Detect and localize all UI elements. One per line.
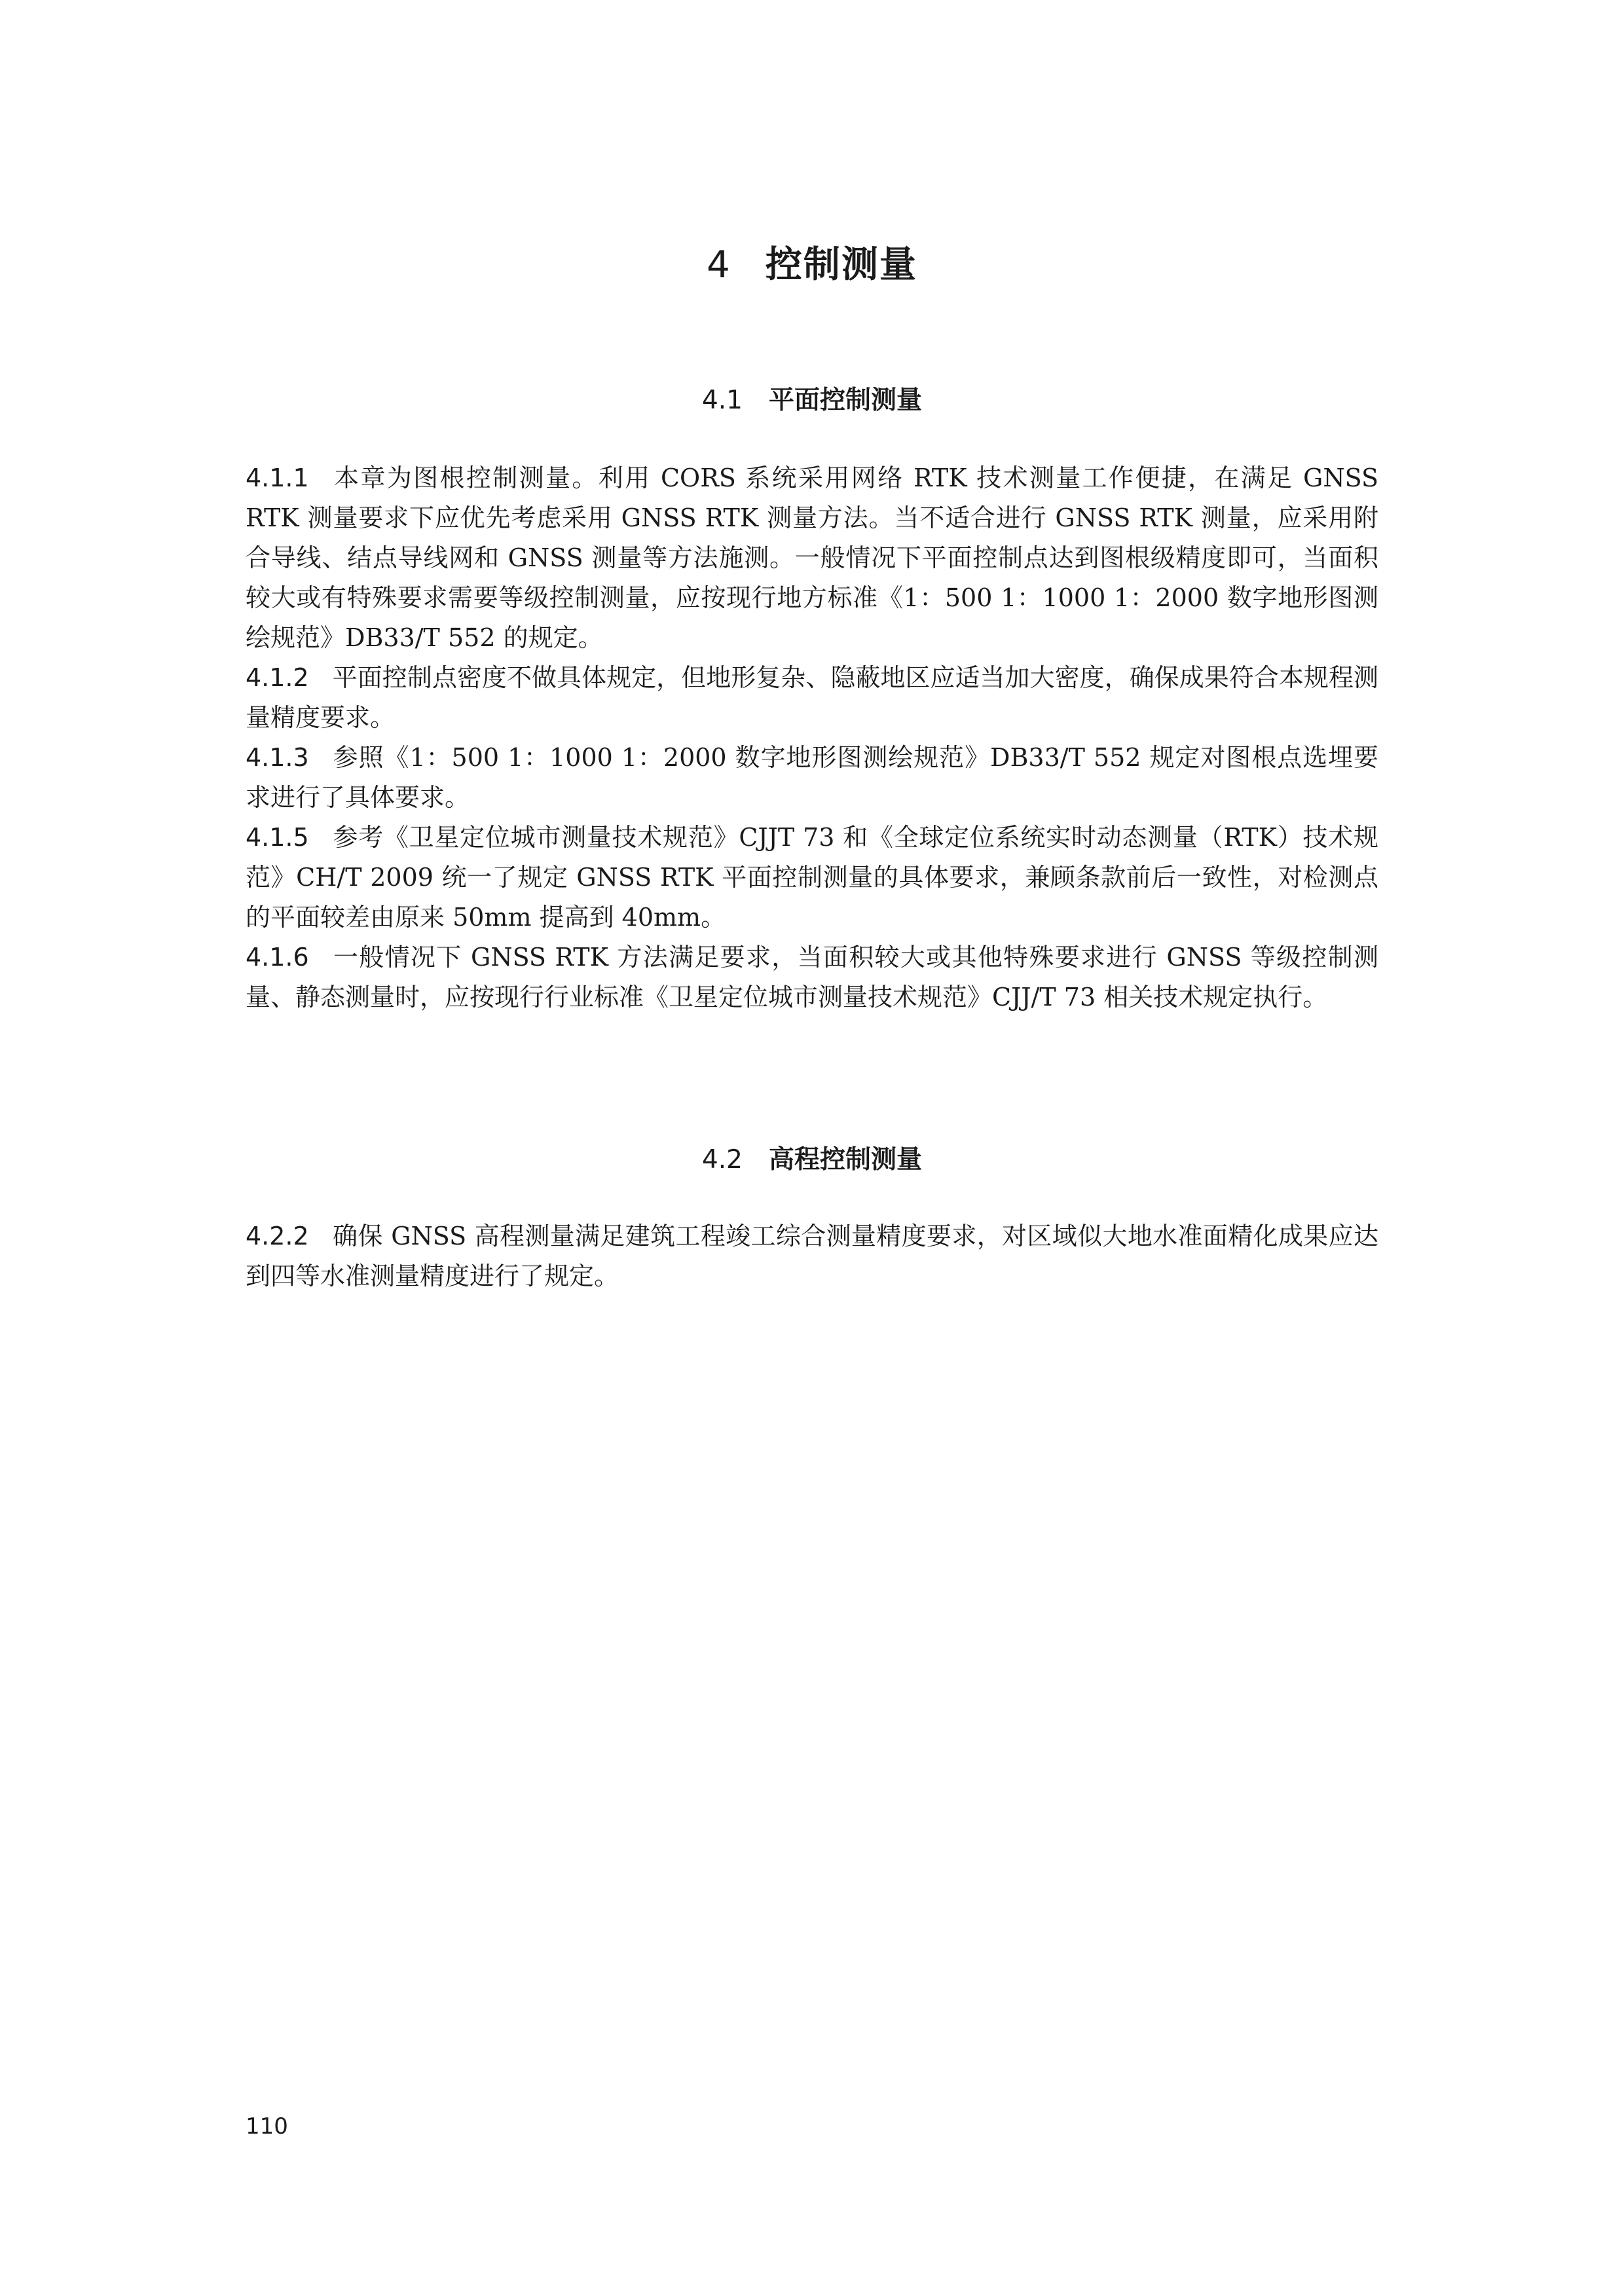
clause-text: 一般情况下 GNSS RTK 方法满足要求，当面积较大或其他特殊要求进行 GNSS 等级控制测量、静态测量时，应按现行行业标准《卫星定位城市测量技术规范》CJJ/T 73 相关技术规定执行。 (246, 943, 1378, 1011)
page-number: 110 (246, 2113, 288, 2140)
section-title-4-1 (0, 380, 1624, 416)
section-title-text: 平面控制测量 (769, 386, 923, 415)
clause-4-1-1 (246, 458, 1378, 658)
clause-number: 4.1.5 (246, 823, 309, 852)
chapter-number: 4 (707, 244, 731, 286)
section-number: 4.1 (701, 386, 743, 415)
clause-number: 4.2.2 (246, 1222, 309, 1250)
clause-number: 4.1.1 (246, 464, 309, 492)
clause-4-2-2 (246, 1216, 1378, 1296)
clause-number: 4.1.2 (246, 663, 309, 692)
chapter-title (0, 236, 1624, 288)
section-title-text: 高程控制测量 (769, 1145, 923, 1175)
clause-4-1-6 (246, 938, 1378, 1017)
clause-number: 4.1.6 (246, 943, 309, 972)
clause-4-1-3 (246, 738, 1378, 818)
section-number: 4.2 (701, 1145, 743, 1175)
clause-text: 本章为图根控制测量。利用 CORS 系统采用网络 RTK 技术测量工作便捷，在满足 GNSS RTK 测量要求下应优先考虑采用 GNSS RTK 测量方法。当不适合进行 GNSS RTK 测量，应采用附合导线、结点导线网和 GNSS 测量等方法施测。一般情况下平面控制点达到图根级精度即可，当面积较大或有特殊要求需要等级控制测量，应按现行地方标准《1：500 1：1000 1：2000 数字地形图测绘规范》DB33/T 552 的规定。 (246, 464, 1378, 652)
clause-text: 参考《卫星定位城市测量技术规范》CJJT 73 和《全球定位系统实时动态测量（RTK）技术规范》CH/T 2009 统一了规定 GNSS RTK 平面控制测量的具体要求，兼顾条款前后一致性，对检测点的平面较差由原来 50mm 提高到 40mm。 (246, 823, 1378, 932)
section-body-4-2 (246, 1216, 1378, 1296)
clause-text: 平面控制点密度不做具体规定，但地形复杂、隐蔽地区应适当加大密度，确保成果符合本规程测量精度要求。 (246, 663, 1378, 732)
clause-4-1-2 (246, 658, 1378, 738)
clause-text: 确保 GNSS 高程测量满足建筑工程竣工综合测量精度要求，对区域似大地水准面精化成果应达到四等水准测量精度进行了规定。 (246, 1222, 1378, 1290)
clause-number: 4.1.3 (246, 743, 309, 772)
section-title-4-2 (0, 1139, 1624, 1176)
section-body-4-1 (246, 458, 1378, 1017)
chapter-title-text: 控制测量 (765, 244, 917, 286)
clause-4-1-5 (246, 818, 1378, 938)
clause-text: 参照《1：500 1：1000 1：2000 数字地形图测绘规范》DB33/T 552 规定对图根点选埋要求进行了具体要求。 (246, 743, 1378, 812)
